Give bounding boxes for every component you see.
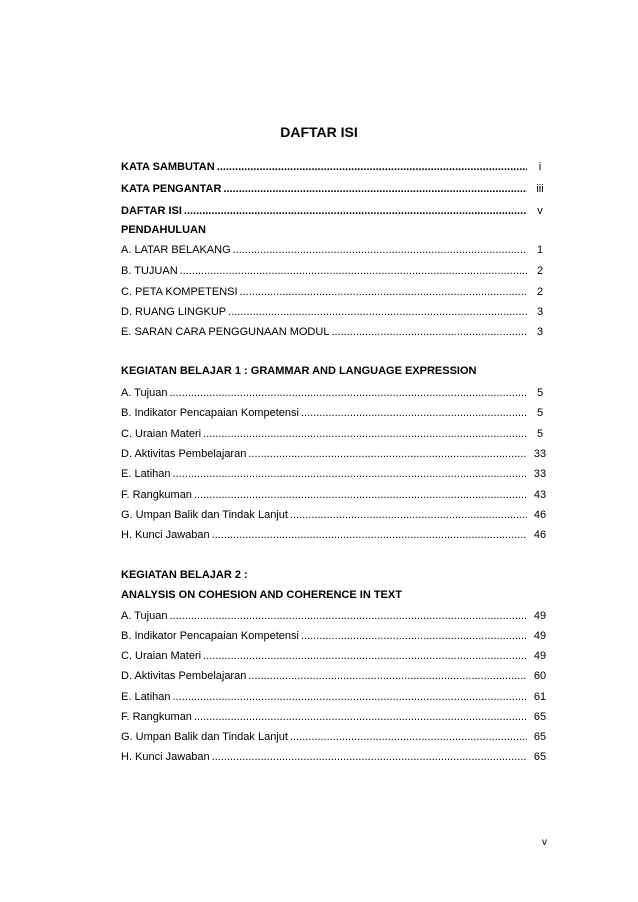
dot-leader [173,468,527,480]
toc-entry-page: 61 [533,691,547,703]
toc-entry-page: v [537,205,543,217]
dot-leader [169,610,527,622]
dot-leader [169,387,527,399]
toc-entry[interactable] [121,751,551,765]
dot-leader [290,509,527,521]
toc-entry-page: 65 [533,751,547,763]
dot-leader [248,448,527,460]
toc-entry-label: DAFTAR ISI [121,205,182,217]
toc-entry-label: E. SARAN CARA PENGGUNAAN MODUL [121,326,330,338]
toc-entry-label: KATA PENGANTAR [121,183,222,195]
toc-entry-label: F. Rangkuman [121,711,192,723]
toc-entry[interactable] [121,650,551,664]
toc-entry-label: B. Indikator Pencapaian Kompetensi [121,630,299,642]
dot-leader [248,670,527,682]
toc-entry-page: 65 [533,731,547,743]
toc-entry[interactable] [121,711,551,725]
dot-leader [203,428,527,440]
toc-entry-label: D. Aktivitas Pembelajaran [121,670,247,682]
toc-entry[interactable] [121,407,551,421]
dot-leader [212,751,527,763]
dot-leader [203,650,527,662]
dot-leader [180,265,527,277]
dot-leader [290,731,527,743]
toc-entry-kata-sambutan[interactable] [121,161,551,175]
toc-entry[interactable] [121,286,551,300]
dot-leader [223,183,527,195]
toc-entry-page: 2 [536,286,544,298]
section-subheading-kegiatan-belajar-2: ANALYSIS ON COHESION AND COHERENCE IN TEXT [121,589,402,601]
toc-entry-label: B. TUJUAN [121,265,178,277]
toc-entry-label: E. Latihan [121,468,171,480]
toc-entry-page: iii [536,183,544,195]
toc-entry-label: F. Rangkuman [121,489,192,501]
toc-entry-page: 49 [533,650,547,662]
dot-leader [228,306,527,318]
toc-entry-page: 3 [536,326,544,338]
toc-entry-page: 5 [536,387,544,399]
toc-entry-label: A. LATAR BELAKANG [121,244,231,256]
toc-entry[interactable] [121,731,551,745]
toc-entry[interactable] [121,468,551,482]
toc-entry[interactable] [121,610,551,624]
dot-leader [240,286,527,298]
dot-leader [212,529,527,541]
toc-entry-label: G. Umpan Balik dan Tindak Lanjut [121,509,288,521]
toc-entry-page: 65 [533,711,547,723]
toc-entry[interactable] [121,489,551,503]
toc-entry-label: C. PETA KOMPETENSI [121,286,238,298]
section-heading-pendahuluan: PENDAHULUAN [121,224,206,236]
toc-entry-page: 49 [533,630,547,642]
section-heading-kegiatan-belajar-2: KEGIATAN BELAJAR 2 : [121,569,248,581]
toc-entry[interactable] [121,630,551,644]
toc-entry-page: 60 [533,670,547,682]
toc-entry-page: 33 [533,468,547,480]
toc-entry-page: 46 [533,529,547,541]
toc-entry-label: H. Kunci Jawaban [121,751,210,763]
toc-entry-label: D. Aktivitas Pembelajaran [121,448,247,460]
toc-entry[interactable] [121,428,551,442]
dot-leader [184,205,527,217]
dot-leader [194,711,527,723]
toc-entry-label: H. Kunci Jawaban [121,529,210,541]
dot-leader [301,630,527,642]
toc-entry-label: C. Uraian Materi [121,650,202,662]
toc-entry-label: KATA SAMBUTAN [121,161,215,173]
toc-entry-page: 3 [536,306,544,318]
toc-entry-label: B. Indikator Pencapaian Kompetensi [121,407,299,419]
toc-entry[interactable] [121,448,551,462]
toc-entry-page: 5 [536,428,544,440]
dot-leader [194,489,527,501]
toc-entry[interactable] [121,326,551,340]
toc-entry[interactable] [121,691,551,705]
toc-entry-page: 2 [536,265,544,277]
dot-leader [301,407,527,419]
dot-leader [331,326,527,338]
page-title: DAFTAR ISI [280,124,358,140]
toc-entry-kata-pengantar[interactable] [121,183,551,197]
toc-entry-daftar-isi[interactable] [121,205,551,219]
toc-entry-label: A. Tujuan [121,387,168,399]
toc-entry-page: i [538,161,542,173]
page-number: v [542,837,547,848]
toc-entry-page: 46 [533,509,547,521]
toc-entry[interactable] [121,306,551,320]
dot-leader [217,161,527,173]
toc-entry[interactable] [121,509,551,523]
toc-entry-page: 1 [536,244,544,256]
toc-entry-label: G. Umpan Balik dan Tindak Lanjut [121,731,288,743]
toc-entry-label: A. Tujuan [121,610,168,622]
toc-entry[interactable] [121,387,551,401]
toc-entry[interactable] [121,529,551,543]
dot-leader [233,244,527,256]
toc-entry-page: 49 [533,610,547,622]
toc-entry[interactable] [121,244,551,258]
toc-entry-label: E. Latihan [121,691,171,703]
toc-entry-page: 5 [536,407,544,419]
dot-leader [173,691,527,703]
toc-entry-page: 43 [533,489,547,501]
toc-entry[interactable] [121,670,551,684]
section-heading-kegiatan-belajar-1: KEGIATAN BELAJAR 1 : GRAMMAR AND LANGUAGE EXPRESSION [121,365,477,377]
toc-entry-page: 33 [533,448,547,460]
toc-entry-label: C. Uraian Materi [121,428,202,440]
toc-entry-label: D. RUANG LINGKUP [121,306,227,318]
toc-entry[interactable] [121,265,551,279]
